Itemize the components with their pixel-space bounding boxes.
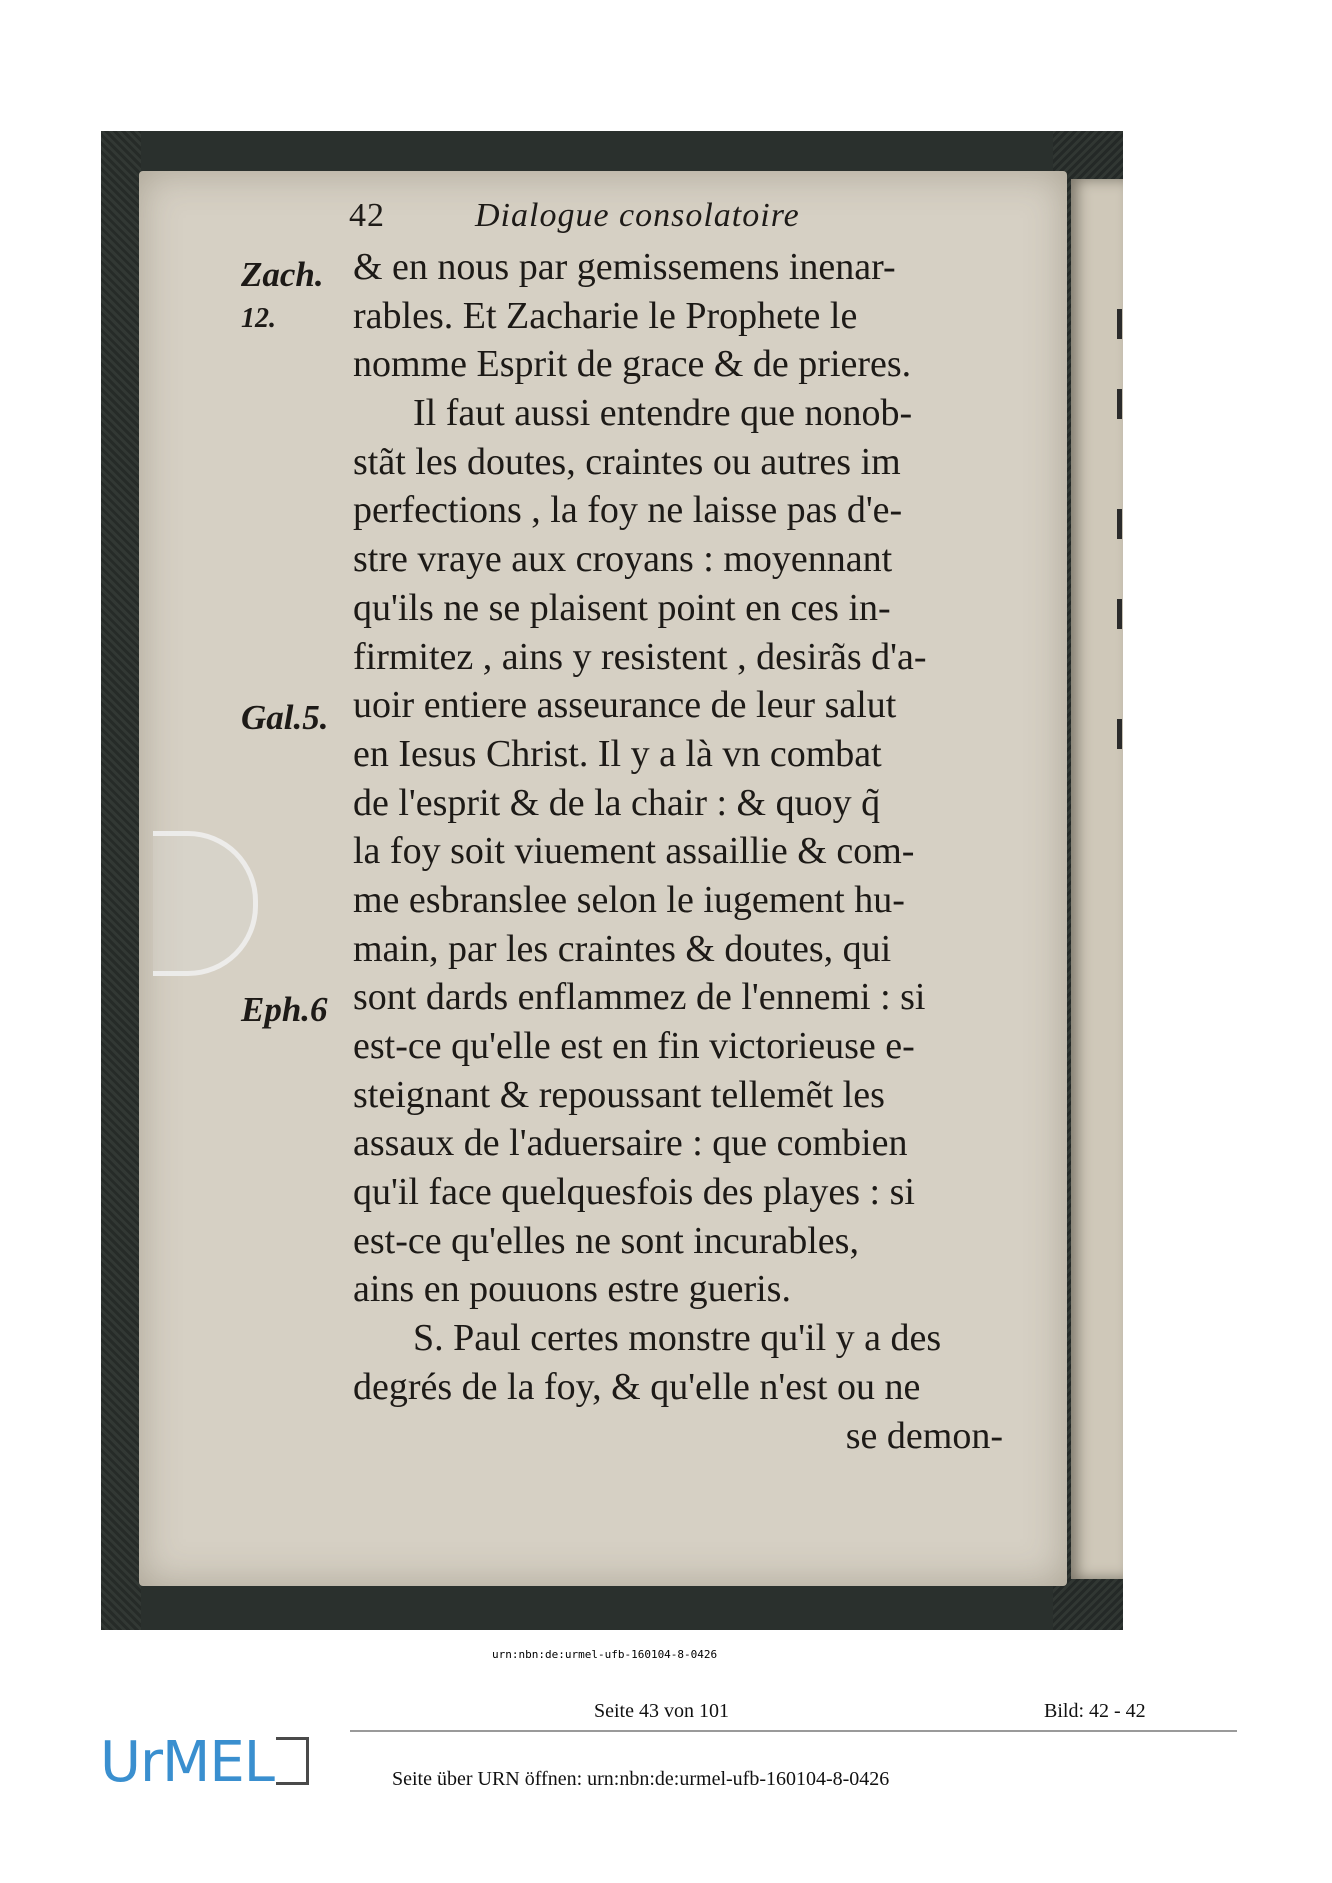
text-line: la foy soit viuement assaillie & com- bbox=[353, 830, 915, 873]
text-line: uoir entiere asseurance de leur salut bbox=[353, 684, 897, 727]
facing-page-edge bbox=[1071, 179, 1123, 1579]
text-line: degrés de la foy, & qu'elle n'est ou ne bbox=[353, 1365, 921, 1408]
margin-note: Eph.6 bbox=[241, 990, 328, 1029]
margin-note: Gal.5. bbox=[241, 698, 329, 737]
text-line: ains en pouuons estre gueris. bbox=[353, 1268, 791, 1311]
text-line: & en nous par gemissemens inenar- bbox=[353, 246, 896, 288]
edge-mark bbox=[1117, 509, 1122, 539]
running-title: Dialogue consolatoire bbox=[475, 197, 800, 234]
edge-mark bbox=[1117, 309, 1122, 339]
text-line: main, par les craintes & doutes, qui bbox=[353, 927, 892, 970]
logo-box-icon bbox=[276, 1737, 309, 1785]
urmel-logo[interactable] bbox=[100, 1730, 309, 1795]
open-urn-link[interactable]: Seite über URN öffnen: urn:nbn:de:urmel-ufb-160104-8-0426 bbox=[392, 1768, 890, 1790]
footer-divider bbox=[350, 1730, 1237, 1732]
margin-note: Zach. bbox=[241, 255, 324, 294]
text-line: assaux de l'aduersaire : que combien bbox=[353, 1122, 908, 1165]
margin-note: 12. bbox=[241, 303, 276, 334]
running-head bbox=[349, 197, 800, 235]
text-line: perfections , la foy ne laisse pas d'e- bbox=[353, 489, 903, 532]
text-line: est-ce qu'elles ne sont incurables, bbox=[353, 1219, 859, 1262]
edge-mark bbox=[1117, 389, 1122, 419]
printed-page-number: 42 bbox=[349, 197, 385, 234]
catchword: se demon- bbox=[845, 1414, 1003, 1457]
text-line: S. Paul certes monstre qu'il y a des bbox=[413, 1317, 942, 1360]
text-line: stre vraye aux croyans : moyennant bbox=[353, 538, 893, 581]
text-line: est-ce qu'elle est en fin victorieuse e- bbox=[353, 1025, 915, 1067]
text-line: nomme Esprit de grace & de prieres. bbox=[353, 343, 912, 386]
text-line: rables. Et Zacharie le Prophete le bbox=[353, 294, 858, 337]
text-line: qu'ils ne se plaisent point en ces in- bbox=[353, 586, 891, 629]
text-line: steignant & repoussant tellemẽt les bbox=[353, 1073, 885, 1116]
page-info: Seite 43 von 101 bbox=[594, 1700, 729, 1722]
binding-cloth-left bbox=[101, 131, 141, 1630]
edge-mark bbox=[1117, 719, 1122, 749]
text-line: firmitez , ains y resistent , desirãs d'a- bbox=[353, 635, 927, 678]
scanned-book-page bbox=[101, 131, 1123, 1630]
text-line: de l'esprit & de la chair : & quoy q̃ bbox=[353, 781, 881, 824]
text-line: en Iesus Christ. Il y a là vn combat bbox=[353, 732, 882, 775]
image-info: Bild: 42 - 42 bbox=[1044, 1700, 1146, 1722]
text-line: qu'il face quelquesfois des playes : si bbox=[353, 1171, 915, 1214]
edge-mark bbox=[1117, 599, 1122, 629]
body-text bbox=[353, 243, 1003, 1460]
text-line: sont dards enflammez de l'ennemi : si bbox=[353, 976, 926, 1019]
logo-text: UrMEL bbox=[100, 1730, 274, 1795]
text-line: stãt les doutes, craintes ou autres im bbox=[353, 440, 901, 483]
text-line: Il faut aussi entendre que nonob- bbox=[413, 392, 913, 435]
text-line: me esbranslee selon le iugement hu- bbox=[353, 878, 905, 921]
urn-caption: urn:nbn:de:urmel-ufb-160104-8-0426 bbox=[492, 1648, 718, 1661]
